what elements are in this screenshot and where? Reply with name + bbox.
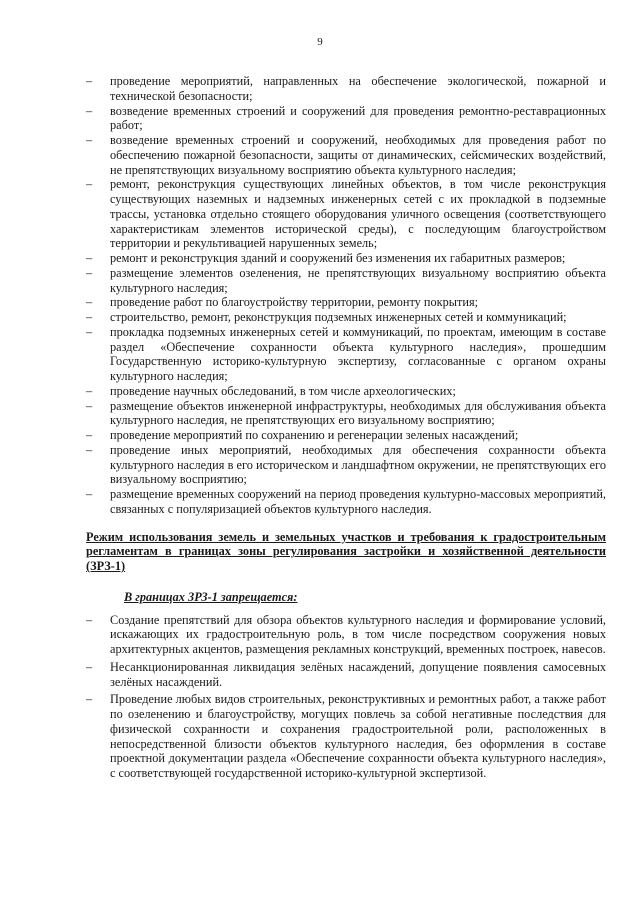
list-item-text: прокладка подземных инженерных сетей и коммуникаций, по проектам, имеющим в составе раздел «Обеспечение сохранности объекта культурного наследия», прошедшим Государственную историко-культурную экспертизу, согласованные с органом охраны культурного наследия; — [110, 324, 606, 383]
list-item-text: Проведение любых видов строительных, реконструктивных и ремонтных работ, а также работ по озеленению и благоустройству, могущих повлечь за собой негативные последствия для физической сохранности и сохранения градостроительной роли, расположенных в непосредственной близости объектов культурного наследия, без оформления в составе проектной документации раздела «Обеспечение сохранности объекта культурного наследия», с соответствующей государственной историко-культурной экспертизой. — [110, 692, 606, 780]
list-item-text: размещение объектов инженерной инфраструктуры, необходимых для обслуживания объекта культурного наследия, не препятствующих его визуальному восприятию; — [110, 398, 606, 428]
dash-bullet: – — [86, 383, 93, 398]
list-item — [86, 104, 606, 134]
list-item-text: проведение мероприятий по сохранению и регенерации зеленых насаждений; — [110, 428, 519, 442]
list-item-text: размещение элементов озеленения, не препятствующих визуальному восприятию объекта культурного наследия; — [110, 265, 606, 295]
dash-bullet: – — [86, 659, 93, 674]
list-item — [86, 487, 606, 517]
list-item-text: размещение временных сооружений на период проведения культурно-массовых мероприятий, связанных с популяризацией объектов культурного наследия. — [110, 487, 606, 516]
list-item — [86, 443, 606, 487]
dash-bullet: – — [86, 74, 93, 88]
document-body — [86, 74, 606, 784]
list-item — [86, 310, 606, 325]
list-item — [86, 613, 606, 657]
dash-bullet: – — [86, 612, 93, 627]
dash-bullet: – — [86, 265, 93, 280]
list-item — [86, 74, 606, 104]
prohibited-list — [86, 613, 606, 781]
list-item-text: строительство, ремонт, реконструкция подземных инженерных сетей и коммуникаций; — [110, 310, 567, 324]
section-heading: Режим использования земель и земельных участков и требования к градостроительным регламентам в границах зоны регулирования застройки и хозяйственной деятельности (ЗРЗ-1) — [86, 529, 606, 573]
permitted-list — [86, 74, 606, 517]
list-item-text: возведение временных строений и сооружений, необходимых для проведения работ по обеспечению пожарной безопасности, защиты от динамических, сейсмических воздействий, не препятствующих визуальному восприятию объекта культурного наследия; — [110, 133, 606, 177]
list-item-text: Создание препятствий для обзора объектов культурного наследия и формирование условий, искажающих их градостроительную роль, в том числе посредством сооружения новых архитектурных акцентов, размещения рекламных конструкций, временных построек, навесов. — [110, 612, 606, 656]
dash-bullet: – — [86, 428, 93, 442]
dash-bullet: – — [86, 177, 93, 192]
list-item-text: возведение временных строений и сооружений для проведения ремонтно-реставрационных работ; — [110, 103, 606, 133]
dash-bullet: – — [86, 692, 93, 707]
list-item-text: Несанкционированная ликвидация зелёных насаждений, допущение появления самосевных зелёных насаждений. — [110, 659, 606, 689]
list-item-text: ремонт и реконструкция зданий и сооружений без изменения их габаритных размеров; — [110, 251, 566, 265]
list-item — [86, 692, 606, 781]
subheading: В границах ЗРЗ-1 запрещается: — [124, 589, 298, 604]
dash-bullet: – — [86, 324, 93, 339]
list-item — [86, 295, 606, 310]
list-item-text: проведение работ по благоустройству территории, ремонту покрытия; — [110, 295, 479, 310]
dash-bullet: – — [86, 442, 93, 457]
dash-bullet: – — [86, 310, 93, 324]
list-item — [86, 384, 606, 399]
list-item-text: ремонт, реконструкция существующих линейных объектов, в том числе реконструкция существующих наземных и надземных инженерных сетей с их прокладкой в подземные трассы, установка отдельно стоящего оборудования уличного освещения (соответствующего характеристикам элементов исторической среды), с последующим благоустройством территории и рекультивацией нарушенных земель; — [110, 177, 606, 251]
list-item-text: проведение научных обследований, в том числе археологических; — [110, 383, 456, 398]
list-item — [86, 251, 606, 266]
list-item-text: проведение иных мероприятий, необходимых для обеспечения сохранности объекта культурного наследия в его историческом и ландшафтном окружении, не препятствующих его визуальному восприятию; — [110, 442, 606, 487]
list-item — [86, 399, 606, 429]
list-item — [86, 428, 606, 443]
list-item-text: проведение мероприятий, направленных на обеспечение экологической, пожарной и технической безопасности; — [110, 74, 606, 103]
list-item — [86, 325, 606, 384]
list-item — [86, 177, 606, 251]
list-item — [86, 660, 606, 690]
page-number: 9 — [317, 36, 323, 48]
dash-bullet: – — [86, 398, 93, 413]
dash-bullet: – — [86, 133, 93, 147]
list-item — [86, 266, 606, 296]
dash-bullet: – — [86, 295, 93, 310]
list-item — [86, 133, 606, 177]
dash-bullet: – — [86, 487, 93, 501]
dash-bullet: – — [86, 251, 93, 265]
dash-bullet: – — [86, 103, 93, 118]
